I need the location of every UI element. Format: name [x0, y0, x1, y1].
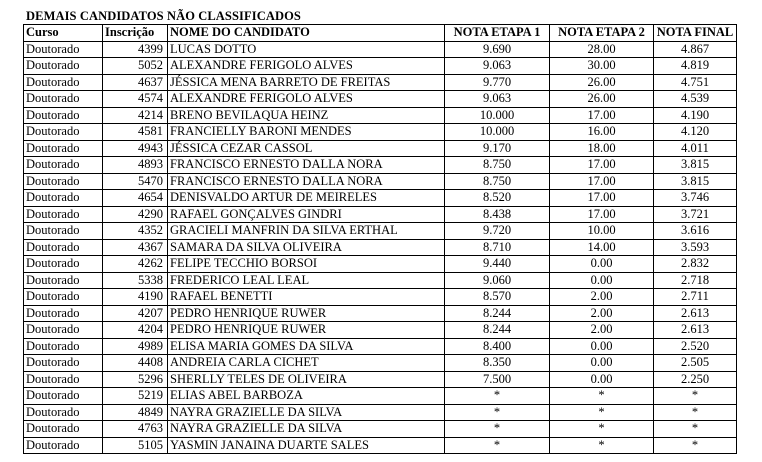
nota-final-cell: 4.539	[654, 91, 737, 108]
table-row	[24, 388, 737, 405]
inscricao-cell: 4190	[103, 289, 168, 306]
nome-cell: ALEXANDRE FERIGOLO ALVES	[168, 91, 445, 108]
nota-etapa-1-cell: 9.690	[445, 41, 550, 58]
nota-etapa-1-cell: 8.244	[445, 322, 550, 339]
nota-final-cell: *	[654, 437, 737, 454]
curso-cell: Doutorado	[24, 91, 103, 108]
inscricao-cell: 4214	[103, 107, 168, 124]
nota-etapa-1-cell: 8.570	[445, 289, 550, 306]
nome-cell: NAYRA GRAZIELLE DA SILVA	[168, 421, 445, 438]
nome-cell: SAMARA DA SILVA OLIVEIRA	[168, 239, 445, 256]
inscricao-cell: 4893	[103, 157, 168, 174]
header-nota-etapa-2: NOTA ETAPA 2	[550, 25, 654, 42]
curso-cell: Doutorado	[24, 58, 103, 75]
nome-cell: FRANCIELLY BARONI MENDES	[168, 124, 445, 141]
nome-cell: RAFAEL BENETTI	[168, 289, 445, 306]
nota-final-cell: 2.718	[654, 272, 737, 289]
nome-cell: ANDREIA CARLA CICHET	[168, 355, 445, 372]
inscricao-cell: 5296	[103, 371, 168, 388]
inscricao-cell: 4290	[103, 206, 168, 223]
nota-etapa-1-cell: 9.060	[445, 272, 550, 289]
nota-final-cell: 3.616	[654, 223, 737, 240]
table-row	[24, 421, 737, 438]
nota-etapa-1-cell: 8.710	[445, 239, 550, 256]
nota-final-cell: 4.819	[654, 58, 737, 75]
curso-cell: Doutorado	[24, 388, 103, 405]
nota-final-cell: 2.505	[654, 355, 737, 372]
nome-cell: RAFAEL GONÇALVES GINDRI	[168, 206, 445, 223]
curso-cell: Doutorado	[24, 124, 103, 141]
nota-etapa-1-cell: 8.350	[445, 355, 550, 372]
inscricao-cell: 4399	[103, 41, 168, 58]
nota-etapa-2-cell: 26.00	[550, 74, 654, 91]
nota-etapa-1-cell: *	[445, 404, 550, 421]
header-row	[24, 25, 737, 42]
curso-cell: Doutorado	[24, 371, 103, 388]
nota-final-cell: 3.815	[654, 173, 737, 190]
nome-cell: ALEXANDRE FERIGOLO ALVES	[168, 58, 445, 75]
nota-final-cell: 2.520	[654, 338, 737, 355]
nota-etapa-1-cell: *	[445, 388, 550, 405]
nota-etapa-2-cell: *	[550, 404, 654, 421]
curso-cell: Doutorado	[24, 239, 103, 256]
nota-final-cell: 2.613	[654, 322, 737, 339]
nome-cell: ELISA MARIA GOMES DA SILVA	[168, 338, 445, 355]
inscricao-cell: 4207	[103, 305, 168, 322]
nota-etapa-2-cell: 26.00	[550, 91, 654, 108]
nome-cell: JÉSSICA MENA BARRETO DE FREITAS	[168, 74, 445, 91]
nota-final-cell: 4.011	[654, 140, 737, 157]
table-row	[24, 58, 737, 75]
inscricao-cell: 5052	[103, 58, 168, 75]
table-row	[24, 305, 737, 322]
curso-cell: Doutorado	[24, 289, 103, 306]
nota-final-cell: 4.120	[654, 124, 737, 141]
nome-cell: FRANCISCO ERNESTO DALLA NORA	[168, 157, 445, 174]
nota-etapa-1-cell: 10.000	[445, 107, 550, 124]
nome-cell: DENISVALDO ARTUR DE MEIRELES	[168, 190, 445, 207]
curso-cell: Doutorado	[24, 272, 103, 289]
nota-etapa-1-cell: 9.170	[445, 140, 550, 157]
nota-etapa-1-cell: 7.500	[445, 371, 550, 388]
table-row	[24, 437, 737, 454]
nome-cell: ELIAS ABEL BARBOZA	[168, 388, 445, 405]
nota-final-cell: *	[654, 404, 737, 421]
nota-etapa-1-cell: *	[445, 421, 550, 438]
table-row	[24, 206, 737, 223]
nota-etapa-2-cell: 0.00	[550, 256, 654, 273]
inscricao-cell: 5105	[103, 437, 168, 454]
nota-final-cell: *	[654, 421, 737, 438]
table-body	[24, 41, 737, 454]
inscricao-cell: 4352	[103, 223, 168, 240]
inscricao-cell: 4574	[103, 91, 168, 108]
header-curso: Curso	[24, 25, 103, 42]
table-row	[24, 157, 737, 174]
nota-etapa-2-cell: 16.00	[550, 124, 654, 141]
nome-cell: LUCAS DOTTO	[168, 41, 445, 58]
nota-final-cell: 2.832	[654, 256, 737, 273]
nota-etapa-2-cell: 10.00	[550, 223, 654, 240]
nota-etapa-2-cell: 30.00	[550, 58, 654, 75]
inscricao-cell: 4654	[103, 190, 168, 207]
nota-final-cell: 2.613	[654, 305, 737, 322]
nota-etapa-2-cell: 0.00	[550, 272, 654, 289]
table-row	[24, 272, 737, 289]
curso-cell: Doutorado	[24, 173, 103, 190]
header-nome: NOME DO CANDIDATO	[168, 25, 445, 42]
inscricao-cell: 4849	[103, 404, 168, 421]
nome-cell: PEDRO HENRIQUE RUWER	[168, 322, 445, 339]
inscricao-cell: 4989	[103, 338, 168, 355]
nota-etapa-1-cell: 8.244	[445, 305, 550, 322]
inscricao-cell: 4637	[103, 74, 168, 91]
nota-etapa-1-cell: 8.750	[445, 173, 550, 190]
table-row	[24, 223, 737, 240]
curso-cell: Doutorado	[24, 256, 103, 273]
nota-etapa-2-cell: 2.00	[550, 289, 654, 306]
nota-etapa-2-cell: 17.00	[550, 107, 654, 124]
table-row	[24, 190, 737, 207]
table-row	[24, 404, 737, 421]
inscricao-cell: 4367	[103, 239, 168, 256]
nota-etapa-2-cell: *	[550, 388, 654, 405]
nome-cell: PEDRO HENRIQUE RUWER	[168, 305, 445, 322]
curso-cell: Doutorado	[24, 322, 103, 339]
nota-final-cell: 3.815	[654, 157, 737, 174]
nota-etapa-2-cell: 2.00	[550, 322, 654, 339]
table-row	[24, 140, 737, 157]
header-inscricao: Inscrição	[103, 25, 168, 42]
nome-cell: FREDERICO LEAL LEAL	[168, 272, 445, 289]
nota-etapa-1-cell: 10.000	[445, 124, 550, 141]
nota-etapa-1-cell: *	[445, 437, 550, 454]
curso-cell: Doutorado	[24, 338, 103, 355]
nota-etapa-2-cell: 17.00	[550, 173, 654, 190]
curso-cell: Doutorado	[24, 140, 103, 157]
nota-etapa-2-cell: 17.00	[550, 190, 654, 207]
nota-etapa-1-cell: 9.720	[445, 223, 550, 240]
table-row	[24, 91, 737, 108]
table-row	[24, 338, 737, 355]
curso-cell: Doutorado	[24, 223, 103, 240]
candidates-table	[23, 24, 737, 454]
curso-cell: Doutorado	[24, 404, 103, 421]
nota-etapa-2-cell: *	[550, 421, 654, 438]
nota-final-cell: *	[654, 388, 737, 405]
nome-cell: GRACIELI MANFRIN DA SILVA ERTHAL	[168, 223, 445, 240]
nota-etapa-2-cell: 14.00	[550, 239, 654, 256]
curso-cell: Doutorado	[24, 74, 103, 91]
inscricao-cell: 4408	[103, 355, 168, 372]
nota-etapa-2-cell: 0.00	[550, 338, 654, 355]
curso-cell: Doutorado	[24, 41, 103, 58]
inscricao-cell: 4581	[103, 124, 168, 141]
nota-final-cell: 4.751	[654, 74, 737, 91]
nota-etapa-1-cell: 8.520	[445, 190, 550, 207]
nome-cell: NAYRA GRAZIELLE DA SILVA	[168, 404, 445, 421]
nome-cell: FRANCISCO ERNESTO DALLA NORA	[168, 173, 445, 190]
nota-final-cell: 4.190	[654, 107, 737, 124]
nota-etapa-1-cell: 9.063	[445, 58, 550, 75]
nota-etapa-2-cell: 2.00	[550, 305, 654, 322]
table-row	[24, 107, 737, 124]
nome-cell: JÉSSICA CEZAR CASSOL	[168, 140, 445, 157]
header-nota-etapa-1: NOTA ETAPA 1	[445, 25, 550, 42]
inscricao-cell: 4262	[103, 256, 168, 273]
nome-cell: SHERLLY TELES DE OLIVEIRA	[168, 371, 445, 388]
nota-etapa-2-cell: 17.00	[550, 157, 654, 174]
inscricao-cell: 5219	[103, 388, 168, 405]
nota-etapa-1-cell: 9.063	[445, 91, 550, 108]
nota-etapa-2-cell: *	[550, 437, 654, 454]
table-row	[24, 289, 737, 306]
curso-cell: Doutorado	[24, 157, 103, 174]
table-row	[24, 355, 737, 372]
nota-etapa-1-cell: 9.770	[445, 74, 550, 91]
table-row	[24, 41, 737, 58]
nota-final-cell: 3.721	[654, 206, 737, 223]
curso-cell: Doutorado	[24, 190, 103, 207]
table-row	[24, 173, 737, 190]
nota-etapa-2-cell: 28.00	[550, 41, 654, 58]
nota-etapa-2-cell: 0.00	[550, 355, 654, 372]
nota-etapa-2-cell: 17.00	[550, 206, 654, 223]
curso-cell: Doutorado	[24, 421, 103, 438]
curso-cell: Doutorado	[24, 437, 103, 454]
nota-etapa-2-cell: 0.00	[550, 371, 654, 388]
curso-cell: Doutorado	[24, 305, 103, 322]
nota-etapa-1-cell: 9.440	[445, 256, 550, 273]
inscricao-cell: 4204	[103, 322, 168, 339]
inscricao-cell: 4943	[103, 140, 168, 157]
nome-cell: BRENO BEVILAQUA HEINZ	[168, 107, 445, 124]
inscricao-cell: 5470	[103, 173, 168, 190]
nota-etapa-1-cell: 8.438	[445, 206, 550, 223]
nota-final-cell: 3.746	[654, 190, 737, 207]
header-nota-final: NOTA FINAL	[654, 25, 737, 42]
nota-etapa-2-cell: 18.00	[550, 140, 654, 157]
nome-cell: YASMIN JANAINA DUARTE SALES	[168, 437, 445, 454]
nota-etapa-1-cell: 8.750	[445, 157, 550, 174]
curso-cell: Doutorado	[24, 355, 103, 372]
table-row	[24, 322, 737, 339]
nota-final-cell: 4.867	[654, 41, 737, 58]
table-row	[24, 124, 737, 141]
page-title: DEMAIS CANDIDATOS NÃO CLASSIFICADOS	[26, 9, 301, 23]
nome-cell: FELIPE TECCHIO BORSOI	[168, 256, 445, 273]
curso-cell: Doutorado	[24, 107, 103, 124]
table-row	[24, 256, 737, 273]
table-row	[24, 371, 737, 388]
nota-etapa-1-cell: 8.400	[445, 338, 550, 355]
curso-cell: Doutorado	[24, 206, 103, 223]
inscricao-cell: 5338	[103, 272, 168, 289]
nota-final-cell: 2.711	[654, 289, 737, 306]
inscricao-cell: 4763	[103, 421, 168, 438]
table-row	[24, 239, 737, 256]
nota-final-cell: 2.250	[654, 371, 737, 388]
nota-final-cell: 3.593	[654, 239, 737, 256]
table-row	[24, 74, 737, 91]
